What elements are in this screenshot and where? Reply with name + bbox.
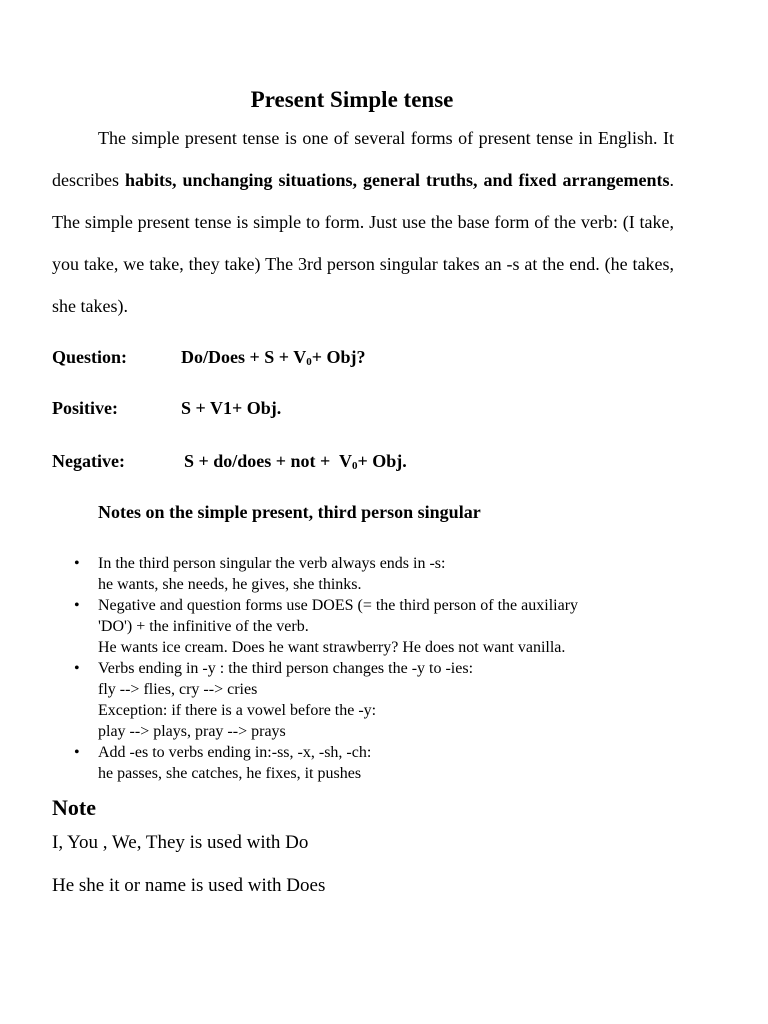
question-expression-post: + Obj? [311, 347, 366, 367]
list-item-line: he passes, she catches, he fixes, it pushes [98, 765, 362, 782]
positive-formula [52, 398, 281, 419]
notes-list [74, 553, 658, 784]
note-heading: Note [52, 795, 96, 820]
list-item [74, 595, 658, 658]
list-item-line: Exception: if there is a vowel before the -y: [98, 702, 377, 719]
list-item-line: 'DO') + the infinitive of the verb. [98, 618, 309, 635]
list-item-line: He wants ice cream. Does he want strawberry? He does not want vanilla. [98, 639, 566, 656]
question-expression-subscript: 0 [306, 356, 312, 368]
intro-text-part1: The simple present tense is one of several forms of present tense in English. It describes [52, 128, 674, 190]
notes-heading: Notes on the simple present, third person singular [98, 502, 481, 522]
list-item [74, 742, 658, 784]
list-item-line: Negative and question forms use DOES (= the third person of the auxiliary [98, 597, 579, 614]
list-item-line: fly --> flies, cry --> cries [98, 681, 258, 698]
positive-expression: S + V1+ Obj. [181, 398, 282, 418]
note-line-do: I, You , We, They is used with Do [52, 832, 309, 853]
bullet-icon: • [74, 555, 80, 572]
note-line-does: He she it or name is used with Does [52, 875, 326, 896]
page-title: Present Simple tense [250, 87, 454, 112]
negative-formula [52, 451, 407, 472]
intro-paragraph [52, 117, 674, 327]
intro-text-bold: habits, unchanging situations, general truths, and fixed arrangements [124, 170, 670, 190]
negative-expression-pre: S + do/does + not + V [184, 451, 352, 471]
negative-expression-subscript: 0 [351, 460, 358, 472]
list-item-line: Add -es to verbs ending in:-ss, -x, -sh, -ch: [98, 744, 372, 761]
positive-label: Positive: [52, 398, 118, 418]
list-item-line: play --> plays, pray --> prays [98, 723, 286, 740]
bullet-icon: • [74, 597, 80, 614]
list-item [74, 658, 658, 742]
list-item-line: he wants, she needs, he gives, she thinks. [98, 576, 362, 593]
negative-expression [181, 451, 407, 471]
question-expression [181, 347, 365, 367]
negative-label: Negative: [52, 451, 125, 471]
bullet-icon: • [74, 660, 80, 677]
question-formula [52, 347, 365, 368]
intro-text-part2: . The simple present tense is simple to form. Just use the base form of the verb: (I take, you take, we take, they take) The 3rd person singular takes an -s at the end. (he takes, she takes). [52, 170, 674, 316]
question-expression-pre: Do/Does + S + V [181, 347, 307, 367]
list-item-line: Verbs ending in -y : the third person changes the -y to -ies: [98, 660, 474, 677]
list-item [74, 553, 658, 595]
bullet-icon: • [74, 744, 80, 761]
negative-expression-post: + Obj. [357, 451, 407, 471]
list-item-line: In the third person singular the verb always ends in -s: [98, 555, 446, 572]
question-label: Question: [52, 347, 128, 367]
